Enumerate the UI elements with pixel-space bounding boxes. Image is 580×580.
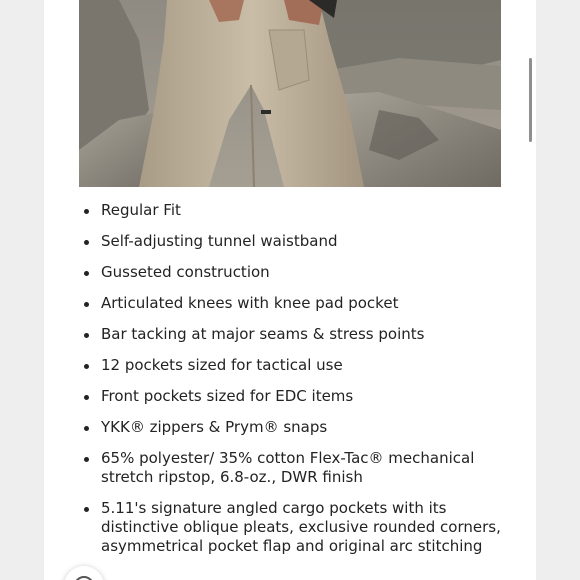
list-item: [101, 418, 521, 437]
feature-text: Front pockets sized for EDC items: [101, 387, 354, 405]
list-item: [101, 201, 521, 220]
list-item: [101, 499, 521, 556]
feature-text: 12 pockets sized for tactical use: [101, 356, 343, 374]
floating-action-button[interactable]: [64, 566, 104, 580]
product-photo-illustration: [79, 0, 501, 187]
list-item: [101, 387, 521, 406]
bullet-icon: [84, 333, 89, 338]
bullet-icon: [84, 209, 89, 214]
list-item: [101, 263, 521, 282]
feature-list: [101, 201, 521, 568]
feature-text: Regular Fit: [101, 201, 181, 219]
product-details-page: [44, 0, 536, 580]
feature-text: 5.11's signature angled cargo pockets with its distinctive oblique pleats, exclusive rounded corners, asymmetrical pocket flap and original arc stitching: [101, 499, 501, 555]
product-image[interactable]: [79, 0, 501, 187]
bullet-icon: [84, 240, 89, 245]
feature-text: Bar tacking at major seams & stress points: [101, 325, 425, 343]
feature-text: 65% polyester/ 35% cotton Flex-Tac® mechanical stretch ripstop, 6.8-oz., DWR finish: [101, 449, 475, 486]
feature-text: Gusseted construction: [101, 263, 270, 281]
circle-icon: [74, 576, 94, 580]
feature-text: Articulated knees with knee pad pocket: [101, 294, 399, 312]
list-item: [101, 232, 521, 251]
bullet-icon: [84, 507, 89, 512]
scrollbar[interactable]: [529, 58, 532, 142]
bullet-icon: [84, 395, 89, 400]
bullet-icon: [84, 457, 89, 462]
list-item: [101, 356, 521, 375]
bullet-icon: [84, 364, 89, 369]
bullet-icon: [84, 426, 89, 431]
bullet-icon: [84, 271, 89, 276]
list-item: [101, 449, 521, 487]
bullet-icon: [84, 302, 89, 307]
list-item: [101, 294, 521, 313]
feature-text: Self-adjusting tunnel waistband: [101, 232, 338, 250]
list-item: [101, 325, 521, 344]
feature-text: YKK® zippers & Prym® snaps: [101, 418, 328, 436]
